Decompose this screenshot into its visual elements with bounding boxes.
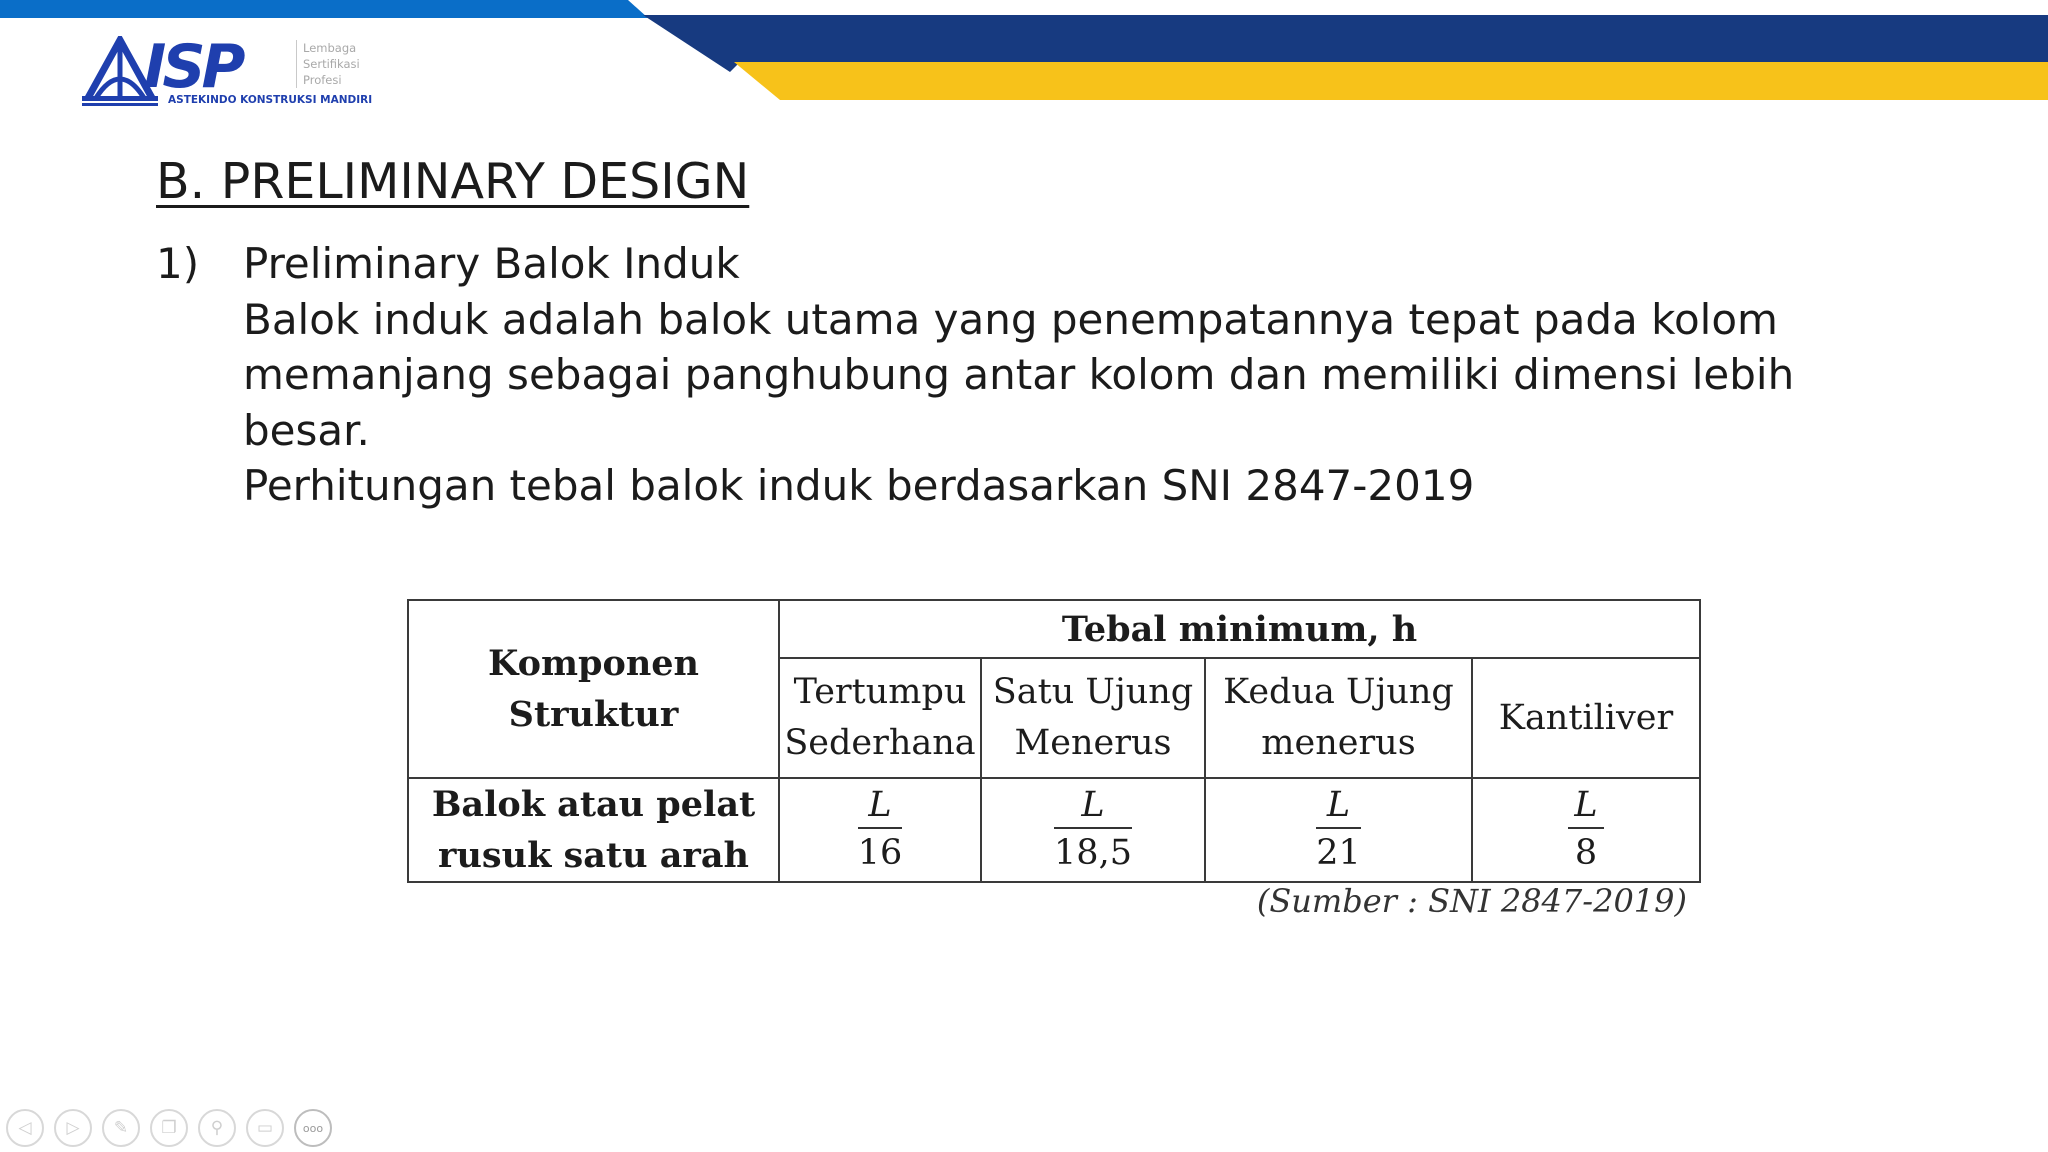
- item-text-line: Perhitungan tebal balok induk berdasarkan SNI 2847-2019: [243, 461, 1475, 510]
- group-header-text: Tebal minimum, h: [1061, 608, 1418, 650]
- item-text-line: besar.: [243, 405, 370, 455]
- fraction: [1568, 785, 1603, 875]
- logo-side-line: Lembaga: [303, 41, 357, 55]
- fraction-denominator: 8: [1574, 833, 1598, 873]
- column-header-line: Satu Ujung: [992, 672, 1194, 712]
- logo-side-text: [296, 40, 360, 88]
- thickness-table-container: [407, 599, 1699, 883]
- row-label-line: Balok atau pelat: [431, 784, 756, 825]
- column-header-line: Kantiliver: [1498, 697, 1674, 738]
- group-header: [779, 600, 1700, 658]
- table-cell: [981, 778, 1205, 882]
- min-thickness-table: [407, 599, 1701, 883]
- pen-icon[interactable]: ✎: [102, 1109, 140, 1147]
- column-header-line: Kedua Ujung: [1223, 672, 1454, 712]
- logo-side-line: Profesi: [303, 73, 342, 87]
- table-cell: [1472, 778, 1700, 882]
- fraction-numerator: L: [858, 785, 903, 829]
- logo-wordmark: ISP: [144, 32, 242, 102]
- zoom-icon[interactable]: ⚲: [198, 1109, 236, 1147]
- item-heading: Preliminary Balok Induk: [243, 239, 740, 288]
- table-cell: [1205, 778, 1472, 882]
- slide-title: B. PRELIMINARY DESIGN: [156, 153, 750, 210]
- table-row: [408, 778, 1700, 882]
- column-header: [779, 658, 981, 778]
- fraction-numerator: L: [1568, 785, 1603, 829]
- logo-side-line: Sertifikasi: [303, 57, 360, 71]
- row-label-line: rusuk satu arah: [438, 835, 749, 876]
- fraction-denominator: 18,5: [1054, 833, 1132, 873]
- table-header-row: [408, 600, 1700, 658]
- item-text-line: Balok induk adalah balok utama yang penempatannya tepat pada kolom: [243, 294, 1778, 344]
- subtitles-icon[interactable]: ▭: [246, 1109, 284, 1147]
- previous-icon[interactable]: ◁: [6, 1109, 44, 1147]
- next-icon[interactable]: ▷: [54, 1109, 92, 1147]
- fraction-denominator: 21: [1316, 833, 1361, 873]
- item-text-line: memanjang sebagai panghubung antar kolom dan memiliki dimensi lebih: [243, 350, 1795, 399]
- fraction: [858, 785, 903, 875]
- fraction-numerator: L: [1316, 785, 1361, 829]
- fraction-numerator: L: [1054, 785, 1132, 829]
- column-header: [1472, 658, 1700, 778]
- slideshow-toolbar: [6, 1109, 332, 1149]
- component-header: Komponen Struktur: [408, 600, 779, 778]
- lsp-logo: [82, 32, 382, 116]
- list-number: 1): [156, 239, 200, 288]
- fraction: [1054, 785, 1132, 875]
- fraction: [1316, 785, 1361, 875]
- column-header-line: Sederhana: [784, 723, 976, 763]
- more-icon[interactable]: ooo: [294, 1109, 332, 1147]
- table-source: (Sumber : SNI 2847-2019): [1256, 882, 1687, 920]
- item-body: [243, 236, 1843, 514]
- table-cell: [779, 778, 981, 882]
- column-header-line: Tertumpu: [793, 672, 967, 712]
- row-label: [408, 778, 779, 882]
- logo-subtitle: ASTEKINDO KONSTRUKSI MANDIRI: [168, 94, 373, 106]
- column-header-line: Menerus: [1014, 723, 1172, 763]
- banner-blue-band: [0, 0, 648, 18]
- slides-icon[interactable]: ❐: [150, 1109, 188, 1147]
- fraction-denominator: 16: [857, 833, 903, 873]
- banner-gold-band: [734, 62, 2048, 100]
- column-header: [981, 658, 1205, 778]
- column-header: [1205, 658, 1472, 778]
- column-header-line: menerus: [1261, 723, 1416, 763]
